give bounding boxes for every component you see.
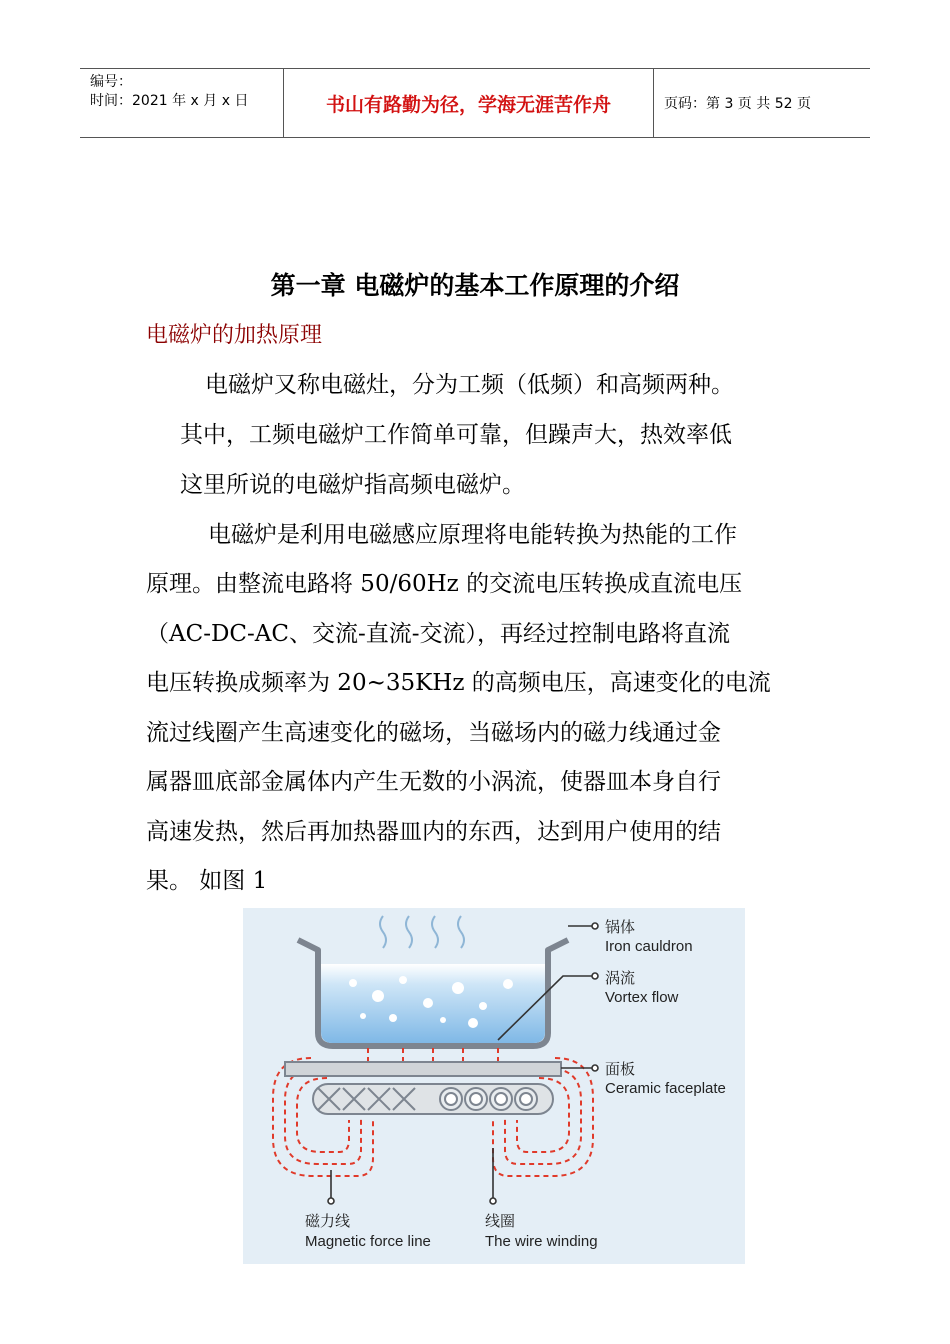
label-magnetic-cn: 磁力线 xyxy=(305,1213,351,1230)
page-header xyxy=(80,68,870,138)
page-info: 页码：第 3 页 共 52 页 xyxy=(664,96,811,112)
paragraph-line: 果。 如图 1 xyxy=(146,868,268,894)
time-label: 时间：2021 年 x 月 x 日 xyxy=(90,93,249,109)
label-magnetic-en: Magnetic force line xyxy=(305,1233,431,1250)
label-plate-cn: 面板 xyxy=(605,1061,636,1078)
label-coil-cn: 线圈 xyxy=(485,1213,516,1230)
chapter-title: 第一章 电磁炉的基本工作原理的介绍 xyxy=(270,271,680,300)
paragraph-line: 原理。由整流电路将 50/60Hz 的交流电压转换成直流电压 xyxy=(146,571,743,597)
coil-winding xyxy=(313,1084,553,1114)
label-plate-en: Ceramic faceplate xyxy=(605,1080,726,1097)
paragraph-line: 电磁炉是利用电磁感应原理将电能转换为热能的工作 xyxy=(208,522,737,548)
paragraph-line: （AC-DC-AC、交流-直流-交流），再经过控制电路将直流 xyxy=(146,621,731,647)
steam-lines xyxy=(380,916,464,948)
paragraph-line: 高速发热，然后再加热器皿内的东西，达到用户使用的结 xyxy=(146,819,721,845)
ceramic-plate xyxy=(285,1062,561,1076)
paragraph-line: 电压转换成频率为 20~35KHz 的高频电压，高速变化的电流 xyxy=(146,670,771,696)
paragraph-line: 这里所说的电磁炉指高频电磁炉。 xyxy=(180,472,525,498)
label-pot-en: Iron cauldron xyxy=(605,938,693,955)
label-coil-en: The wire winding xyxy=(485,1233,598,1250)
paragraph-line: 属器皿底部金属体内产生无数的小涡流，使器皿本身自行 xyxy=(146,769,721,795)
label-pot-cn: 锅体 xyxy=(605,919,636,936)
number-label: 编号： xyxy=(90,74,132,90)
label-vortex-en: Vortex flow xyxy=(605,989,679,1006)
paragraph-line: 电磁炉又称电磁灶，分为工频（低频）和高频两种。 xyxy=(205,372,734,398)
induction-cooker-diagram xyxy=(243,908,745,1264)
pot-shape xyxy=(298,940,568,1046)
section-heading: 电磁炉的加热原理 xyxy=(146,323,323,348)
label-vortex-cn: 涡流 xyxy=(605,970,636,987)
paragraph-line: 其中，工频电磁炉工作简单可靠，但躁声大，热效率低 xyxy=(180,422,732,448)
paragraph-line: 流过线圈产生高速变化的磁场，当磁场内的磁力线通过金 xyxy=(146,720,721,746)
header-meta xyxy=(80,69,283,137)
header-motto: 书山有路勤为径，学海无涯苦作舟 xyxy=(283,69,654,137)
